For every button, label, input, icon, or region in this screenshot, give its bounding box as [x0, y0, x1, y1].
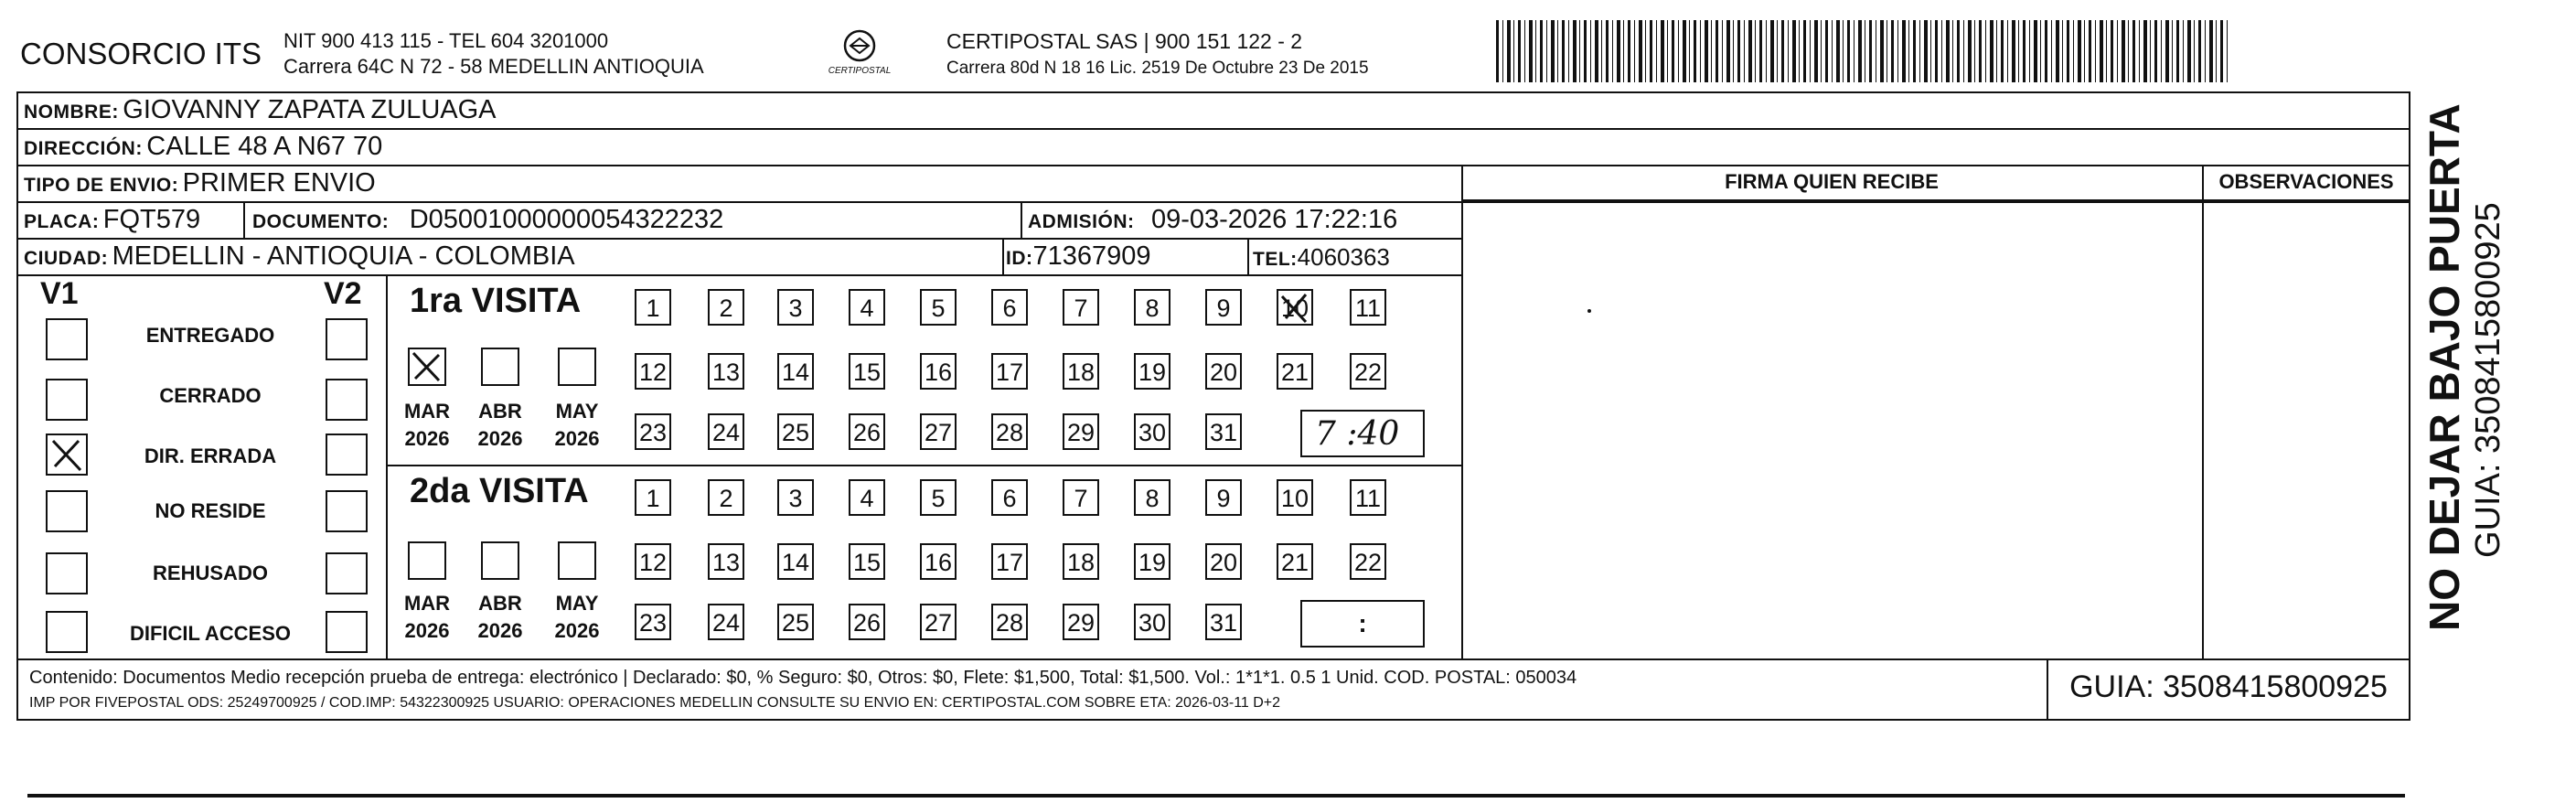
firma-label: FIRMA QUIEN RECIBE — [1725, 170, 1939, 193]
first-visit-day-15[interactable]: 15 — [849, 353, 885, 390]
barcode — [1496, 20, 2228, 82]
second-visit-day-30[interactable]: 30 — [1134, 604, 1170, 640]
reason-entregado: ENTREGADO — [145, 324, 275, 347]
first-visit-time-box[interactable] — [1300, 410, 1425, 457]
first-visit-day-25[interactable]: 25 — [777, 413, 814, 450]
v2-dificil-acceso-checkbox[interactable] — [326, 611, 368, 653]
second-visit-day-15[interactable]: 15 — [849, 543, 885, 580]
certipostal-logo — [823, 26, 896, 84]
courier-name: CERTIPOSTAL SAS | 900 151 122 - 2 — [946, 29, 1303, 53]
direccion-row — [24, 132, 382, 162]
second-visit-day-21[interactable]: 21 — [1277, 543, 1313, 580]
second-visit-day-5[interactable]: 5 — [920, 479, 957, 516]
logo-text: CERTIPOSTAL — [828, 66, 892, 76]
id-cell — [1006, 241, 1151, 272]
second-visit-time-box[interactable] — [1300, 600, 1425, 648]
first-visit-day-20[interactable]: 20 — [1205, 353, 1242, 390]
first-visit-day-2[interactable]: 2 — [708, 289, 744, 326]
placa-cell — [24, 205, 200, 235]
first-mar-year: 2026 — [404, 427, 450, 450]
first-visit-day-4[interactable]: 4 — [849, 289, 885, 326]
second-visit-day-26[interactable]: 26 — [849, 604, 885, 640]
reason-no-reside: NO RESIDE — [155, 499, 266, 522]
company-nit: NIT 900 413 115 - TEL 604 3201000 — [283, 29, 609, 52]
first-visit-day-19[interactable]: 19 — [1134, 353, 1170, 390]
second-visit-day-25[interactable]: 25 — [777, 604, 814, 640]
first-abr-label: ABR — [478, 400, 522, 423]
footer-guia: GUIA: 3508415800925 — [2069, 669, 2388, 704]
v1-label: V1 — [40, 276, 79, 311]
second-visit-day-24[interactable]: 24 — [708, 604, 744, 640]
second-visit-day-22[interactable]: 22 — [1350, 543, 1386, 580]
second-visit-day-19[interactable]: 19 — [1134, 543, 1170, 580]
second-visit-day-9[interactable]: 9 — [1205, 479, 1242, 516]
second-visit-day-12[interactable]: 12 — [635, 543, 671, 580]
first-visit-day-26[interactable]: 26 — [849, 413, 885, 450]
second-visit-day-29[interactable]: 29 — [1063, 604, 1099, 640]
nombre-row — [24, 95, 497, 125]
first-visit-day-28[interactable]: 28 — [991, 413, 1028, 450]
first-visit-day-3[interactable]: 3 — [777, 289, 814, 326]
first-visit-day-14[interactable]: 14 — [777, 353, 814, 390]
checkmark-x-icon — [48, 435, 86, 474]
ciudad-label: CIUDAD: — [24, 248, 109, 269]
direccion-value: CALLE 48 A N67 70 — [146, 132, 383, 161]
second-visit-title: 2da VISITA — [410, 472, 589, 510]
second-abr-label: ABR — [478, 592, 522, 615]
second-visit-day-28[interactable]: 28 — [991, 604, 1028, 640]
first-visit-day-13[interactable]: 13 — [708, 353, 744, 390]
second-visit-day-7[interactable]: 7 — [1063, 479, 1099, 516]
courier-address: Carrera 80d N 18 16 Lic. 2519 De Octubre 23 De 2015 — [946, 59, 1369, 78]
cross-mark-icon — [1278, 291, 1313, 326]
first-visit-title: 1ra VISITA — [410, 282, 582, 320]
first-may-label: MAY — [555, 400, 599, 423]
second-visit-day-20[interactable]: 20 — [1205, 543, 1242, 580]
first-visit-day-17[interactable]: 17 — [991, 353, 1028, 390]
second-visit-day-16[interactable]: 16 — [920, 543, 957, 580]
observaciones-label: OBSERVACIONES — [2218, 170, 2394, 193]
second-visit-day-11[interactable]: 11 — [1350, 479, 1386, 516]
ciudad-value: MEDELLIN - ANTIOQUIA - COLOMBIA — [112, 241, 575, 271]
v1-rehusado-checkbox[interactable] — [46, 552, 88, 594]
v2-dir-errada-checkbox[interactable] — [326, 434, 368, 476]
second-visit-day-10[interactable]: 10 — [1277, 479, 1313, 516]
id-value: 71367909 — [1032, 241, 1151, 271]
side-guia: GUIA: 3508415800925 — [2469, 202, 2507, 558]
second-mar-label: MAR — [403, 592, 451, 615]
company-address: Carrera 64C N 72 - 58 MEDELLIN ANTIOQUIA — [283, 55, 704, 78]
tel-value: 4060363 — [1297, 243, 1390, 271]
tipo-value: PRIMER ENVIO — [182, 168, 376, 198]
first-visit-day-18[interactable]: 18 — [1063, 353, 1099, 390]
second-visit-day-4[interactable]: 4 — [849, 479, 885, 516]
first-visit-day-9[interactable]: 9 — [1205, 289, 1242, 326]
second-visit-day-23[interactable]: 23 — [635, 604, 671, 640]
reason-dificil-acceso: DIFICIL ACCESO — [129, 622, 291, 645]
v1-cerrado-checkbox[interactable] — [46, 379, 88, 421]
first-visit-day-10[interactable]: 10 — [1277, 289, 1313, 326]
second-mar-year: 2026 — [404, 619, 450, 642]
ciudad-cell — [24, 241, 575, 272]
admision-label: ADMISIÓN: — [1028, 211, 1135, 232]
second-may-label: MAY — [555, 592, 599, 615]
second-visit-day-14[interactable]: 14 — [777, 543, 814, 580]
v1-no-reside-checkbox[interactable] — [46, 490, 88, 532]
v2-cerrado-checkbox[interactable] — [326, 379, 368, 421]
documento-value: D05001000000054322232 — [409, 205, 724, 234]
second-visit-day-3[interactable]: 3 — [777, 479, 814, 516]
first-visit-day-7[interactable]: 7 — [1063, 289, 1099, 326]
checkmark-x-icon — [410, 349, 444, 384]
first-visit-day-29[interactable]: 29 — [1063, 413, 1099, 450]
second-visit-day-8[interactable]: 8 — [1134, 479, 1170, 516]
tel-cell — [1253, 243, 1390, 272]
first-abr-year: 2026 — [477, 427, 523, 450]
nombre-value: GIOVANNY ZAPATA ZULUAGA — [123, 95, 497, 124]
first-visit-day-12[interactable]: 12 — [635, 353, 671, 390]
first-visit-day-23[interactable]: 23 — [635, 413, 671, 450]
footer-imp: IMP POR FIVEPOSTAL ODS: 25249700925 / COD.IMP: 54322300925 USUARIO: OPERACIONES MEDELLIN CONSULTE SU ENVIO EN: CERTIPOSTAL.COM SOBRE ETA: 2026-03-11 D+2 — [29, 695, 1281, 711]
first-mar-label: MAR — [403, 400, 451, 423]
reason-rehusado: REHUSADO — [153, 562, 268, 584]
second-visit-abr-checkbox[interactable] — [481, 541, 519, 580]
second-abr-year: 2026 — [477, 619, 523, 642]
first-visit-day-22[interactable]: 22 — [1350, 353, 1386, 390]
v2-no-reside-checkbox[interactable] — [326, 490, 368, 532]
first-visit-day-6[interactable]: 6 — [991, 289, 1028, 326]
second-visit-day-6[interactable]: 6 — [991, 479, 1028, 516]
first-visit-may-checkbox[interactable] — [558, 348, 596, 386]
tipo-label: TIPO DE ENVIO: — [24, 175, 179, 196]
second-visit-may-checkbox[interactable] — [558, 541, 596, 580]
v1-dir-errada-checkbox[interactable] — [46, 434, 88, 476]
documento-cell — [252, 205, 723, 235]
first-visit-day-1[interactable]: 1 — [635, 289, 671, 326]
first-visit-day-31[interactable]: 31 — [1205, 413, 1242, 450]
footer-contenido: Contenido: Documentos Medio recepción prueba de entrega: electrónico | Declarado: $0, % Seguro: $0, Otros: $0, Flete: $1,500, Total: $1,500. Vol.: 1*1*1. 0.5 1 Unid. COD. POSTAL: 050034 — [29, 668, 1577, 688]
first-visit-day-5[interactable]: 5 — [920, 289, 957, 326]
second-visit-day-18[interactable]: 18 — [1063, 543, 1099, 580]
second-may-year: 2026 — [554, 619, 600, 642]
first-visit-day-8[interactable]: 8 — [1134, 289, 1170, 326]
id-label: ID: — [1006, 248, 1033, 269]
admision-value: 09-03-2026 17:22:16 — [1150, 205, 1398, 234]
documento-label: DOCUMENTO: — [252, 211, 390, 232]
first-may-year: 2026 — [554, 427, 600, 450]
placa-label: PLACA: — [24, 211, 100, 232]
company-name: CONSORCIO ITS — [20, 37, 262, 70]
reason-cerrado: CERRADO — [159, 384, 262, 407]
first-visit-day-24[interactable]: 24 — [708, 413, 744, 450]
direccion-label: DIRECCIÓN: — [24, 138, 143, 159]
tel-label: TEL: — [1253, 249, 1298, 270]
v2-rehusado-checkbox[interactable] — [326, 552, 368, 594]
v1-entregado-checkbox[interactable] — [46, 318, 88, 360]
first-visit-day-21[interactable]: 21 — [1277, 353, 1313, 390]
first-visit-abr-checkbox[interactable] — [481, 348, 519, 386]
second-visit-day-13[interactable]: 13 — [708, 543, 744, 580]
reason-dir-errada: DIR. ERRADA — [144, 444, 277, 467]
first-visit-day-16[interactable]: 16 — [920, 353, 957, 390]
second-visit-day-17[interactable]: 17 — [991, 543, 1028, 580]
v1-dificil-acceso-checkbox[interactable] — [46, 611, 88, 653]
first-visit-day-30[interactable]: 30 — [1134, 413, 1170, 450]
first-visit-time-value: 7 :40 — [1315, 415, 1400, 453]
admision-cell — [1028, 205, 1397, 235]
placa-value: FQT579 — [102, 205, 201, 234]
side-warning: NO DEJAR BAJO PUERTA — [2421, 103, 2468, 631]
v2-label: V2 — [324, 276, 362, 311]
second-visit-day-2[interactable]: 2 — [708, 479, 744, 516]
second-visit-day-31[interactable]: 31 — [1205, 604, 1242, 640]
nombre-label: NOMBRE: — [24, 102, 119, 123]
signature-dot — [1587, 309, 1591, 313]
first-visit-day-27[interactable]: 27 — [920, 413, 957, 450]
first-visit-mar-checkbox[interactable] — [408, 348, 446, 386]
second-visit-day-1[interactable]: 1 — [635, 479, 671, 516]
tipo-row — [24, 168, 376, 198]
second-visit-day-27[interactable]: 27 — [920, 604, 957, 640]
v2-entregado-checkbox[interactable] — [326, 318, 368, 360]
first-visit-day-11[interactable]: 11 — [1350, 289, 1386, 326]
second-visit-mar-checkbox[interactable] — [408, 541, 446, 580]
second-visit-time-value: : — [1358, 609, 1367, 637]
